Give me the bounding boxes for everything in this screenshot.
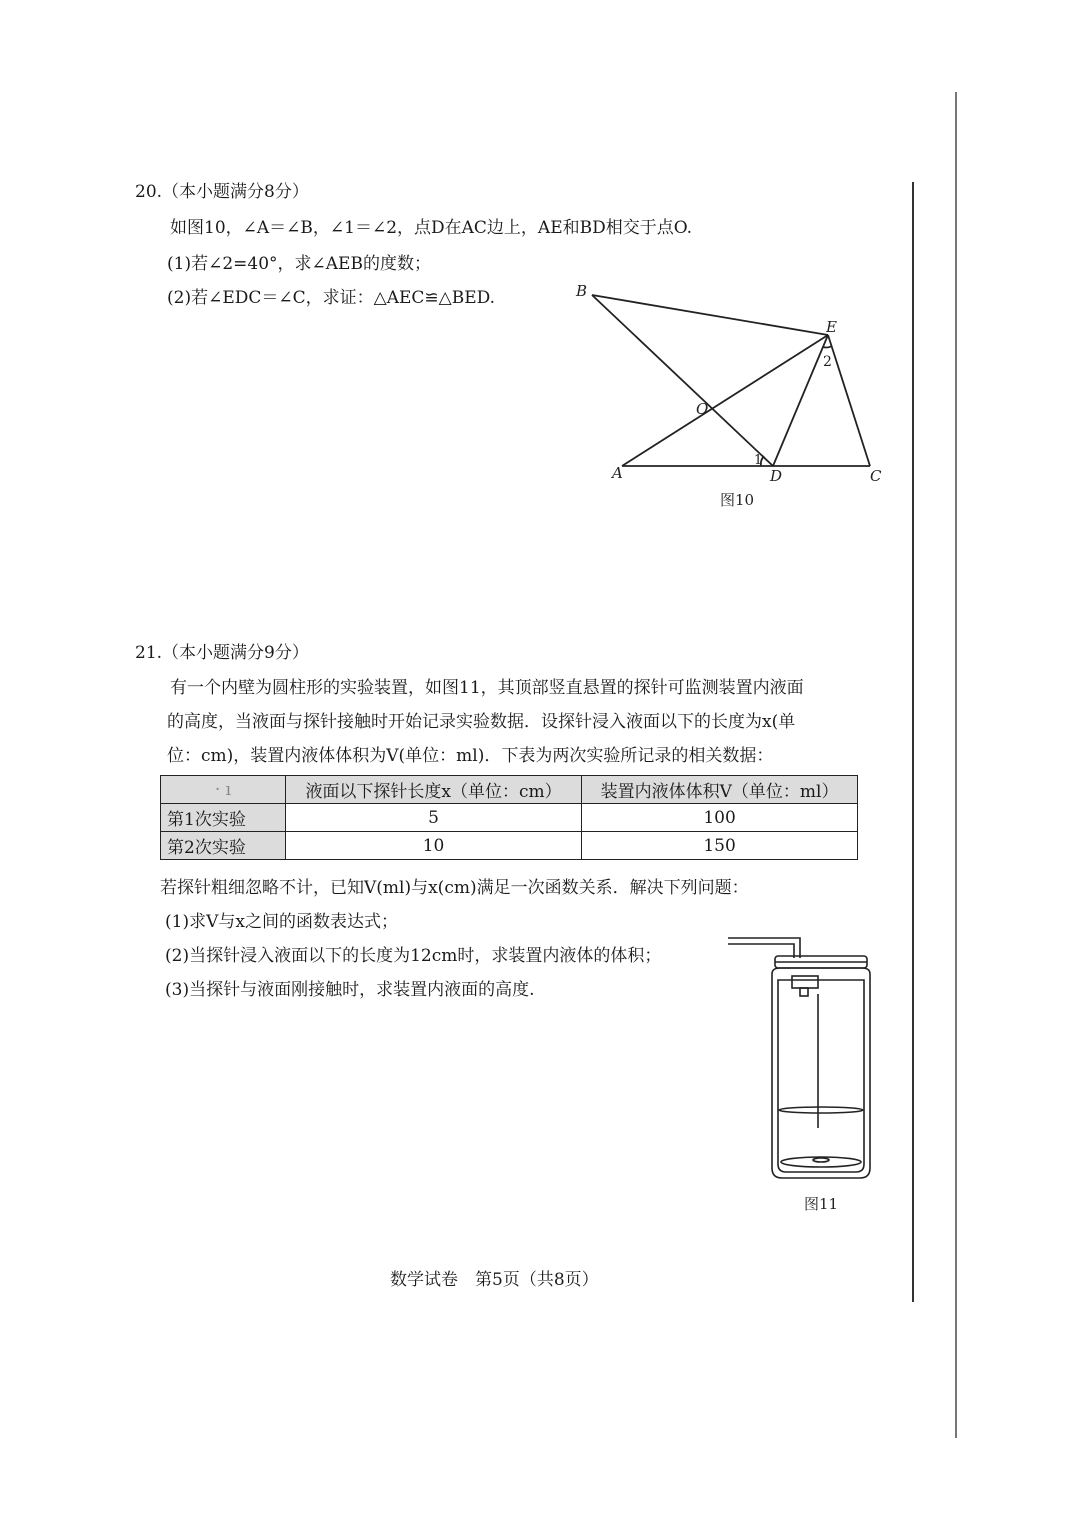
label-E: E: [826, 318, 837, 336]
liquid-surface: [779, 1107, 863, 1113]
q21-stem-line1: 有一个内壁为圆柱形的实验装置，如图11，其顶部竖直悬置的探针可监测装置内液面: [170, 678, 804, 698]
q21-part2: (2)当探针浸入液面以下的长度为12cm时，求装置内液体的体积；: [165, 946, 662, 966]
label-angle-1: 1: [754, 453, 763, 468]
table-row: [161, 804, 858, 832]
table-cell-x: 10: [286, 832, 582, 860]
device-inner-wall: [778, 980, 864, 1172]
figure-11-caption: 图11: [804, 1195, 839, 1213]
q21-stem-line2: 的高度，当液面与探针接触时开始记录实验数据．设探针浸入液面以下的长度为x(单: [167, 712, 796, 732]
probe-pipe: [728, 938, 800, 958]
label-A: A: [612, 464, 623, 482]
q20-part2: (2)若∠EDC＝∠C，求证：△AEC≌△BED.: [167, 288, 496, 308]
figure-11: [720, 928, 880, 1223]
q21-part3: (3)当探针与液面刚接触时，求装置内液面的高度.: [165, 980, 535, 1000]
table-row: [161, 832, 858, 860]
q20-stem: 如图10，∠A＝∠B，∠1＝∠2，点D在AC边上，AE和BD相交于点O.: [170, 218, 693, 238]
experiment-table: [160, 775, 858, 860]
table-header-row: [161, 776, 858, 804]
table-col1-header: 液面以下探针长度x（单位：cm）: [286, 776, 582, 804]
segment-AE: [622, 335, 828, 466]
table-row-label: 第2次实验: [161, 832, 286, 860]
binding-line-outer: [955, 92, 957, 1438]
label-B: B: [576, 282, 588, 300]
page-footer: 数学试卷 第5页（共8页）: [390, 1270, 599, 1290]
table-row-label: 第1次实验: [161, 804, 286, 832]
binding-line-inner: [912, 182, 914, 1302]
label-D: D: [770, 467, 783, 485]
probe-holder: [792, 976, 818, 988]
table-corner-cell: · ı: [161, 776, 286, 804]
q21-stem-line3: 位：cm)，装置内液体体积为V(单位：ml)．下表为两次实验所记录的相关数据：: [167, 746, 774, 766]
table-cell-v: 150: [582, 832, 858, 860]
label-O: O: [696, 400, 709, 418]
q20-part1: (1)若∠2=40°，求∠AEB的度数；: [167, 254, 431, 274]
q20-header: 20.（本小题满分8分）: [135, 182, 309, 202]
table-col2-header: 装置内液体体积V（单位：ml）: [582, 776, 858, 804]
figure-10-caption: 图10: [720, 491, 755, 509]
q21-part1: (1)求V与x之间的函数表达式；: [165, 912, 398, 932]
angle-2-arc: [823, 346, 832, 347]
figure-10: [570, 280, 900, 520]
segment-DE: [773, 335, 828, 466]
label-C: C: [870, 467, 882, 485]
label-angle-2: 2: [823, 354, 832, 370]
table-cell-x: 5: [286, 804, 582, 832]
device-outer-wall: [772, 968, 870, 1178]
table-cell-v: 100: [582, 804, 858, 832]
segment-EC: [828, 335, 870, 466]
q21-header: 21.（本小题满分9分）: [135, 643, 309, 663]
q21-after-table: 若探针粗细忽略不计，已知V(ml)与x(cm)满足一次函数关系．解决下列问题：: [160, 878, 749, 898]
